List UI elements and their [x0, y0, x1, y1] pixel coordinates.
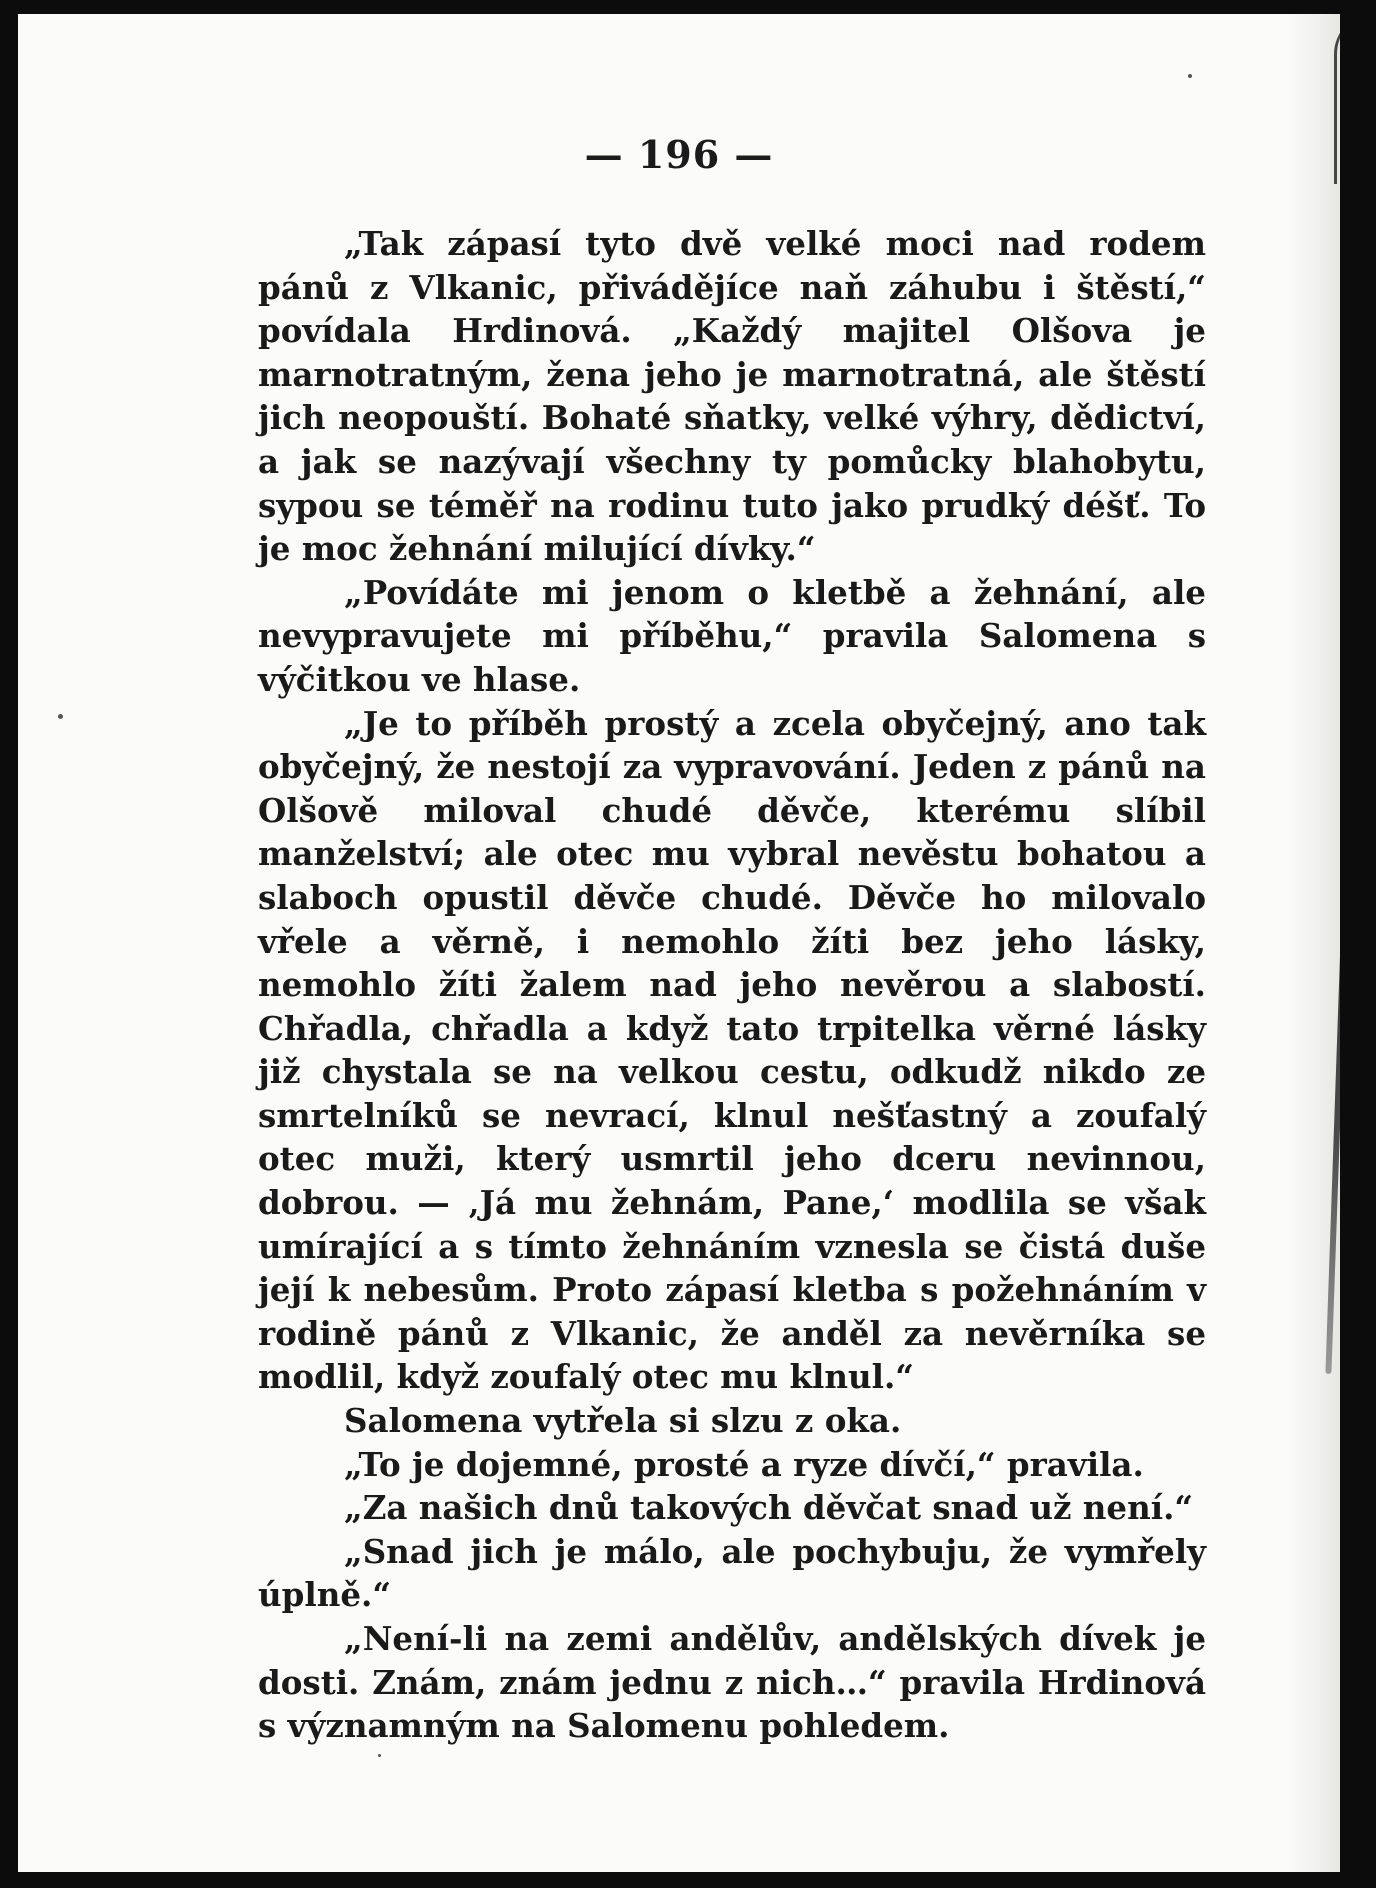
- paragraph: „Povídáte mi jenom o kletbě a žehnání, ale nevypravujete mi příběhu,“ pravila Salomena s výčitkou ve hlase.: [258, 572, 1206, 699]
- paragraph: „Za našich dnů takových děvčat snad už není.“: [344, 1488, 1194, 1528]
- paragraph: „Tak zápasí tyto dvě velké moci nad rodem pánů z Vlkanic, přivádějíce naň záhubu i štěstí,“ povídala Hrdinová. „Každý majitel Olšova je marnotratným, žena jeho je marnotratná, ale štěstí jich neopouští. Bohaté sňatky, velké výhry, dědictví, a jak se nazývají všechny ty pomůcky blahobytu, sypou se téměř na rodinu tuto jako prudký déšť. To je moc žehnání milující dívky.“: [258, 224, 1206, 569]
- book-page: [18, 14, 1340, 1872]
- paragraph: „Není-li na zemi andělův, andělských dívek je dosti. Znám, znám jednu z nich…“ pravila Hrdinová s významným na Salomenu pohledem.: [258, 1619, 1206, 1746]
- body-text: [258, 222, 1206, 1748]
- paragraph: Salomena vytřela si slzu z oka.: [344, 1401, 902, 1441]
- page-number: — 196 —: [584, 132, 774, 177]
- paper-speck: [58, 714, 63, 719]
- paper-speck: [1188, 74, 1192, 78]
- paragraph: „Je to příběh prostý a zcela obyčejný, ano tak obyčejný, že nestojí za vypravování. Jeden z pánů na Olšově miloval chudé děvče, kterému slíbil manželství; ale otec mu vybral nevěstu bohatou a slaboch opustil děvče chudé. Děvče ho milovalo vřele a věrně, i nemohlo žíti bez jeho lásky, nemohlo žíti žalem nad jeho nevěrou a slabostí. Chřadla, chřadla a když tato trpitelka věrné lásky již chystala se na velkou cestu, odkudž nikdo ze smrtelníků se nevrací, klnul nešťastný a zoufalý otec muži, který usmrtil jeho dceru nevinnou, dobrou. — ‚Já mu žehnám, Pane,‘ modlila se však umírající a s tímto žehnáním vznesla se čistá duše její k nebesům. Proto zápasí kletba s požehnáním v rodině pánů z Vlkanic, že anděl za nevěrníka se modlil, když zoufalý otec mu klnul.“: [258, 703, 1206, 1397]
- paper-speck: [378, 1754, 381, 1757]
- paragraph: „Snad jich je málo, ale pochybuju, že vymřely úplně.“: [258, 1531, 1206, 1615]
- paragraph: „To je dojemné, prosté a ryze dívčí,“ pravila.: [344, 1444, 1144, 1484]
- binding-shadow: [1288, 14, 1340, 1872]
